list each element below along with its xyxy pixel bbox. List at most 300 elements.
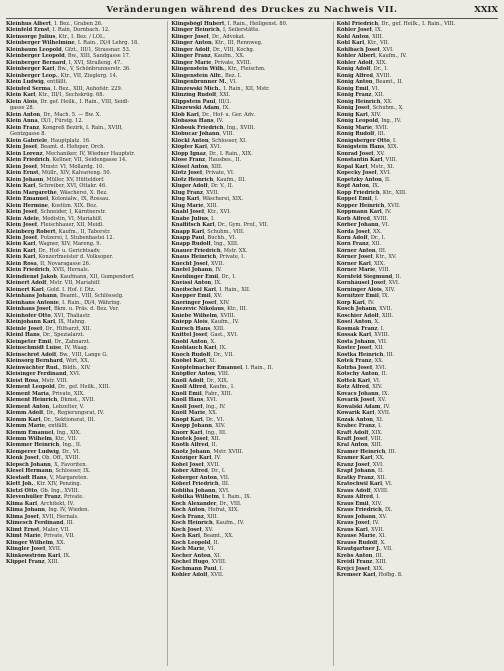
entry-details: , entfällt. <box>43 79 68 86</box>
entry-details: , II. <box>210 539 220 546</box>
entry-details: , XVII. <box>202 189 220 196</box>
entry-details: , Ktr., VII, Zieglerg. 14. <box>57 72 118 79</box>
entry-details: , XI. <box>210 552 222 559</box>
entry-name: Kotschy Anton <box>336 371 379 378</box>
entry-details: , Architekt, IV. <box>37 500 75 507</box>
entry-details: , Dr., I. <box>370 66 389 73</box>
entry-details: , Kaufm., IV. <box>375 53 407 60</box>
entry-details: , Ktr., III, Rennweg. <box>211 40 263 47</box>
entry-details: , Mstr. XX. <box>220 247 248 254</box>
entry-name: Kotz Alfred <box>336 384 369 391</box>
entry-details: , I. Rain., IX. <box>218 494 252 501</box>
entry-details: , XIII. <box>372 559 387 566</box>
entry-name: Klesel Hermann <box>6 468 53 475</box>
entry-name: Klemm Emanuel <box>6 429 54 436</box>
entry-name: Krapf Johann <box>336 468 375 475</box>
entry-name: Kleinbaum Leopold <box>6 46 62 53</box>
entry-name: Krause Marie <box>336 533 376 540</box>
entry-name: Kopal Karl <box>336 163 368 170</box>
entry-name: Klein Karl <box>6 247 36 254</box>
entry-name: Krejci Josef <box>336 565 370 572</box>
entry-name: Klein Friedrich <box>6 267 50 274</box>
entry-details: , Dr., Spezialarzt. <box>39 332 85 339</box>
entry-name: Koberger Anton <box>171 474 217 481</box>
entry-name: Klein Gabriele <box>6 137 48 144</box>
entry-details: , XVI. <box>369 461 384 468</box>
entry-name: Kopper Heinrich <box>336 202 385 209</box>
entry-name: Koch Alexander <box>171 500 217 507</box>
entry-name: Kneitschel Karl <box>171 286 216 293</box>
entry-name: König Josef <box>336 105 370 112</box>
entry-name: Klein Karl <box>6 241 36 248</box>
entry-details: , XVIII. <box>370 487 389 494</box>
entry-details: , Maler, VII. <box>39 526 70 533</box>
entry-details: , Wirt, XX. <box>62 358 90 365</box>
entry-name: Kosta Johann <box>336 338 375 345</box>
entry-name: Klenk Josef <box>6 455 39 462</box>
entry-details: , XVI. <box>372 364 387 371</box>
entry-name: Klippstein Paul <box>171 98 216 105</box>
entry-details: , Dr., gef. Heilk., XIII. <box>54 384 110 391</box>
entry-name: Klingsbögl Hubert <box>171 21 225 27</box>
entry-name: Kral Anton <box>336 442 368 449</box>
entry-name: König Emil <box>336 85 369 92</box>
entry-details: , Mstr. VIII. <box>38 377 68 384</box>
entry-name: Kohler Adolf <box>171 572 208 579</box>
entry-details: , Hausbes., II. <box>205 157 242 164</box>
entry-name: Kleinjohann Karl <box>6 319 56 326</box>
entry-details: , Ktr., XIII. <box>379 189 407 196</box>
column-3 <box>337 21 498 666</box>
entry-details: , Dr., Hof- u. Ger. Adv. <box>198 111 255 118</box>
entry-name: Kozak Anton <box>336 416 373 423</box>
entry-name: Kocher Anton <box>171 552 211 559</box>
entry-name: Klein Ernst <box>6 170 39 177</box>
entry-details: , Müller, XV, Hütteldorf. <box>43 176 105 183</box>
entry-name: Knöbel Karl <box>171 358 206 365</box>
entry-details: , I. <box>372 494 380 501</box>
entry-details: , Ing., XIX. <box>53 429 81 436</box>
entry-details: , IV. <box>380 403 390 410</box>
entry-details: , Schlosser, IX. <box>52 468 91 475</box>
entry-name: Klett Joh. <box>6 481 34 488</box>
entry-name: Knoll Hans <box>171 397 204 404</box>
entry-name: Klug Franz <box>171 189 203 196</box>
entry-details: , Kaufm., III. <box>213 176 246 183</box>
entry-name: Knapp Rudolf <box>171 241 211 248</box>
entry-details: , IX. <box>219 105 230 112</box>
entry-details: , XVI. <box>215 487 230 494</box>
column-2 <box>171 21 333 666</box>
entry-name: Konrad Josef <box>336 150 374 157</box>
entry-details: , XIII. <box>367 442 383 449</box>
entry-details: , XII. <box>368 241 382 248</box>
entry-details: , II. <box>392 273 402 280</box>
entry-name: Kleisinger Ferdinand <box>6 371 67 378</box>
entry-name: Klein Karl <box>6 92 36 99</box>
entry-details: , Dr., I. <box>207 468 226 475</box>
entry-name: Köchel Hugo <box>171 559 209 566</box>
entry-name: König Karl <box>336 111 368 118</box>
entry-details: , XVII. <box>384 202 401 209</box>
entry-name: Kratky Franz <box>336 474 374 481</box>
entry-details: , Wäscherei, XIX. <box>199 196 244 203</box>
entry-name: Klingenstein Alfr. <box>171 72 222 79</box>
entry-name: Kovarik Josef <box>336 397 375 404</box>
entry-details: , Putzerei, I, Stubenbastei 12. <box>37 234 115 241</box>
entry-details: , XII. <box>371 345 384 352</box>
entry-name: Kleinhans Josef <box>6 306 51 313</box>
entry-details: , IX. <box>216 345 227 352</box>
entry-details: , Ing., IV. <box>378 118 402 125</box>
entry-name: Kostka Heinrich <box>336 351 384 358</box>
entry-details: , III. <box>218 481 230 488</box>
entry-details: , Dr., I. Rain., XIX. <box>205 150 253 157</box>
entry-name: Kraus Alfred <box>336 494 373 501</box>
entry-details: gasse 28. <box>10 105 35 112</box>
entry-name: Klein Karl <box>6 254 36 261</box>
entry-name: Klemm Karl <box>6 416 41 423</box>
entry-details: , Ing. IV, Wieden. <box>44 507 90 514</box>
entry-name: Klein Josef <box>6 209 38 216</box>
entry-name: Kleinberger Bernard <box>6 59 66 66</box>
entry-details: , Konzertmeister d. Volksoper. <box>35 254 113 261</box>
entry-details: , Mstr., XI. <box>367 163 395 170</box>
entry-name: Knauer Friedrich <box>171 247 221 254</box>
entry-details: , Dkmst., XVII. <box>57 397 95 404</box>
entry-details: , IV. <box>211 455 221 462</box>
entry-details: , III. <box>372 552 384 559</box>
entry-details: , XVIII. <box>372 72 392 79</box>
entry-details: , IV. <box>381 209 392 216</box>
entry-details: , IV. <box>213 118 224 125</box>
entry-details: , I. <box>389 137 397 144</box>
entry-details: , XVIII. <box>371 332 390 339</box>
entry-name: Kleinsorge Julius <box>6 33 56 40</box>
entry-details: , Wagner, XIV, Mareng. 9. <box>35 241 102 248</box>
entry-name: Knapp Paul <box>171 234 205 241</box>
entry-name: Kottek Karl <box>336 377 370 384</box>
entry-name: Köberl Friedrich <box>171 481 219 488</box>
entry-name: Kleinhans Johann <box>6 293 57 300</box>
entry-details: , I. <box>374 423 382 430</box>
entry-details: , II. <box>381 176 391 183</box>
entry-details: , Dr., Mach. 5. — Bw. X. <box>40 111 101 118</box>
entry-name: Kornfeld Siegmund <box>336 273 393 280</box>
entry-details: , Dr., Sektionsrat, III. <box>40 416 96 423</box>
entry-details: , XI. <box>372 416 384 423</box>
entry-details: , VI. <box>204 546 215 553</box>
entry-details: , Mstr. VII, Mariahilf. <box>46 280 101 287</box>
entry-name: Kleinwächter Rud. <box>6 364 60 371</box>
entry-details: , XIV. <box>216 299 230 306</box>
entry-name: Klinger Heinrich <box>171 27 220 34</box>
entry-name: Klinkowström Karl <box>6 552 61 559</box>
entry-details: , VIII. <box>219 131 235 138</box>
entry-name: Klinger Josef <box>171 33 209 40</box>
entry-details: , XVII, Hernals. <box>49 267 90 274</box>
entry-name: Kovacs Johann <box>336 390 379 397</box>
entry-name: Kowalski Adam <box>336 403 381 410</box>
entry-details: , Beamt., VIII, Schlösselg. <box>56 293 124 300</box>
entry-details: , III. <box>374 131 386 138</box>
entry-details: , XIX. <box>372 59 387 66</box>
entry-details: , Ing., XVIII. <box>223 124 256 131</box>
entry-name: Knirsch Hans <box>171 325 211 332</box>
entry-name: Klement Leopold <box>6 384 55 391</box>
entry-details: , VIII. <box>367 436 383 442</box>
entry-name: Klemm Adolf <box>6 410 44 417</box>
entry-details: , Mmstr. VI, Mollardg. 10. <box>37 163 104 170</box>
entry-details: , entfällt. <box>44 423 69 430</box>
entry-details: , Private, XVIII. <box>211 59 252 66</box>
entry-name: Klingler Josef <box>6 546 46 553</box>
entry-name: Klinger Wilhelm <box>6 539 54 546</box>
entry-name: Körner Marie <box>336 267 376 274</box>
entry-details: , I, XVI, Straßeng. 47. <box>65 59 122 66</box>
entry-name: Klein Lorenz <box>6 150 43 157</box>
entry-details: , Kaufm., II, Taborstr. <box>55 228 111 235</box>
entry-details: , Ktr., XV. <box>372 254 397 261</box>
entry-name: König Leopold <box>336 118 379 125</box>
entry-details: , Kolonialw., IX, Rossau. <box>48 196 110 203</box>
entry-details: , Mstr. XVIII. <box>210 448 244 455</box>
entry-details: , Schuhm., X. <box>369 105 404 112</box>
entry-details: , XVII. <box>45 546 62 553</box>
entry-name: Knotek Josef <box>171 436 208 442</box>
entry-name: Kleinhans Antonie <box>6 299 59 306</box>
columns <box>6 21 498 666</box>
entry-details: , IX. <box>371 27 383 34</box>
entry-details: , VI. <box>226 79 237 86</box>
entry-name: Kniepp Alois <box>171 319 208 326</box>
directory-entry <box>6 559 165 565</box>
entry-details: , Private, XIX. <box>48 390 85 397</box>
entry-name: Krautgartner J. <box>336 546 381 553</box>
entry-name: Körner Anton <box>336 247 376 254</box>
entry-name: Koch Anton <box>171 507 205 514</box>
entry-name: Knefel Johann <box>171 267 213 274</box>
entry-details: , XIII. <box>203 513 219 520</box>
entry-name: Kopf Anton <box>336 183 370 190</box>
entry-name: Klein Josef <box>6 163 38 170</box>
entry-details: , Ing., III. <box>202 429 227 436</box>
entry-details: , Buchh., VI. <box>204 234 237 241</box>
entry-details: , Kaufm., IV. <box>207 319 239 326</box>
entry-name: Kohl Anton <box>336 33 369 40</box>
entry-details: , XX. <box>205 410 218 417</box>
entry-details: , Dr., VI. <box>202 416 225 423</box>
entry-name: Klima Josef <box>6 513 39 520</box>
entry-name: Koschier Adolf <box>336 312 379 319</box>
entry-details: , III/3. <box>215 98 232 105</box>
entry-details: , Private, VI. <box>202 170 235 177</box>
entry-name: Kratochwil Karl <box>336 481 382 488</box>
entry-details: , IX. <box>211 280 222 287</box>
entry-details: , XVI. <box>379 46 394 53</box>
entry-details: , Kostüm. XIX. Bez. <box>48 202 98 209</box>
entry-details: , XVIII. <box>216 312 236 319</box>
entry-details: , XVII. <box>376 306 393 313</box>
column-1 <box>6 21 168 666</box>
entry-name: Klemm Wilhelm <box>6 436 52 442</box>
entry-details: , Bkm. u. Präs. d. Bez. Ver. <box>50 306 120 313</box>
entry-details: , VI. <box>382 481 393 488</box>
entry-details: , XIII. <box>203 202 219 209</box>
entry-details: , Ktr., III/1, Sechskrüg. 68. <box>35 92 105 99</box>
entry-details: Gentzgasse 8. <box>10 131 47 138</box>
entry-name: Klein Adele <box>6 215 39 222</box>
entry-name: Kohl Karl <box>336 40 365 47</box>
entry-name: Klein Josef <box>6 144 38 151</box>
entry-details: , Hofbg. 8. <box>375 572 403 579</box>
entry-name: Klemmer Heinrich <box>6 442 60 449</box>
entry-details: , I, Seilerstätte. <box>219 27 260 34</box>
entry-name: Klein Emanuel <box>6 196 49 203</box>
entry-name: Koch Marie <box>171 546 205 553</box>
entry-details: , XV. <box>201 526 214 533</box>
entry-details: , I. Bez., XIII, Auhofstr. 229. <box>50 85 123 92</box>
entry-name: Klima Karl <box>6 500 38 507</box>
entry-details: , Gold. I. Hof. f. Dtz. <box>43 286 96 293</box>
entry-name: Kraft Adolf <box>336 429 369 436</box>
entry-name: Kleinle Josef <box>6 325 43 332</box>
entry-details: , IV, Waag. <box>61 345 89 352</box>
entry-name: Knabl Josef <box>171 209 205 216</box>
entry-name: Koch Karl <box>171 533 200 540</box>
entry-name: König Anton <box>336 79 373 86</box>
entry-name: König Rudolf <box>336 131 375 138</box>
entry-name: Klotz Heinrich <box>171 176 214 183</box>
entry-details: , XX. <box>371 358 384 365</box>
entry-name: Klein Josef <box>6 222 38 229</box>
entry-details: , Dr., Zahnarzt. <box>51 338 91 345</box>
entry-name: Klingenstein Wilh. <box>171 66 225 73</box>
entry-details: , XVII. <box>207 260 224 267</box>
entry-details: , IX. <box>378 293 390 300</box>
entry-name: Kopp Friedrich <box>336 189 380 196</box>
entry-details: , XVII. <box>374 410 391 417</box>
entry-details: , Dr., Hilfsarzt, XII. <box>42 325 92 332</box>
entry-name: Klöpfer Karl <box>171 144 207 151</box>
entry-details: , Bez. I. <box>221 72 242 79</box>
entry-details: , IX. <box>369 183 380 190</box>
entry-details: , XIX. <box>370 260 385 267</box>
entry-details: , Private, I. <box>216 254 245 261</box>
entry-details: , Schlosser, XI. <box>208 137 247 144</box>
entry-name: Köhler Adolf <box>336 59 373 66</box>
entry-name: Klinger Marie <box>171 59 212 66</box>
entry-details: , XX. <box>53 539 66 546</box>
entry-name: Krabec Franz <box>336 423 375 430</box>
entry-name: Klinger Adolf <box>171 46 210 53</box>
entry-details: , I. Rain., IX/4, Währing. <box>58 299 122 306</box>
entry-name: Klein Anna <box>6 118 38 125</box>
entry-name: Klein Johann <box>6 176 44 183</box>
entry-name: Kobilka Wilhelm <box>171 494 219 501</box>
entry-name: Kraus Friedrich <box>336 507 382 514</box>
entry-name: Kleinberger Leopold <box>6 53 65 60</box>
entry-details: , Dr., VI. <box>58 448 81 455</box>
entry-details: , Dr., Regierungsrat, IV. <box>43 410 105 417</box>
entry-details: , XIX. <box>369 565 384 572</box>
entry-name: Klippel Franz <box>6 559 45 566</box>
entry-name: Kopecky Josef <box>336 170 377 177</box>
entry-name: Knobl Anton <box>171 338 208 345</box>
entry-details: , I. Rain., XII, Mstr. <box>220 85 270 92</box>
entry-details: , Ktr., I. Bez. / LOL. <box>55 33 105 40</box>
entry-name: Kleinhus Albert <box>6 21 52 27</box>
entry-details: , XV. <box>210 293 222 300</box>
entry-details: , XIII. <box>378 312 394 319</box>
entry-name: Klein Friedrich <box>6 157 50 164</box>
entry-name: Knoll Emil <box>171 390 202 397</box>
entry-details: , XVI. <box>376 170 391 177</box>
entry-details: , X, Favoriten. <box>50 461 88 468</box>
entry-details: , Beamt. d. Hofoper, Orch. <box>37 144 105 151</box>
entry-name: Knezevic Nikolaus <box>171 306 224 313</box>
entry-name: Knoll Marie <box>171 410 206 417</box>
entry-name: Korda Josef <box>336 228 370 235</box>
entry-name: Klein Hermine <box>6 202 49 209</box>
entry-name: Klösel Anton <box>171 163 209 170</box>
entry-name: Köhl Friedrich <box>336 21 379 27</box>
entry-name: Knittel Josef <box>171 332 208 339</box>
entry-details: , XX. <box>369 228 382 235</box>
entry-name: Kochmann Paul <box>171 565 217 572</box>
entry-name: Kohlbach Josef <box>336 46 380 53</box>
entry-details: , I. Rain., II. <box>242 364 274 371</box>
entry-details: , IX. <box>378 390 390 397</box>
entry-details: , Müllr., XIV, Kalvarieng. 50. <box>38 170 112 177</box>
entry-details: , XV. <box>373 150 385 157</box>
entry-name: Klopp Ignaz <box>171 150 206 157</box>
entry-details: , Gfzt., III/1, Strassnar. 53. <box>61 46 131 53</box>
entry-details: , XX. <box>380 98 393 105</box>
entry-name: Kleinberg Robert <box>6 228 56 235</box>
entry-name: Klimt Ernst <box>6 526 40 533</box>
entry-name: Knopf Karl <box>171 416 203 423</box>
entry-name: Kraus Johann <box>336 513 376 520</box>
entry-details: , Bildh., XIV. <box>59 364 91 371</box>
entry-details: , Dr. gef. Heilk., I. Rain., VIII, Seidl- <box>37 98 130 105</box>
entry-details: , VIII. <box>382 157 397 164</box>
entry-name: Knabe Julius <box>171 215 208 222</box>
entry-name: Korn Adolf <box>336 234 368 241</box>
entry-name: Knöziger Karl <box>171 455 212 462</box>
entry-details: , Ing., IV. <box>202 403 226 410</box>
entry-name: Klinzing Rudolf <box>171 92 217 99</box>
entry-name: Klug Marie <box>171 202 204 209</box>
entry-details: , XIX. <box>384 144 399 151</box>
entry-details: , V, Margareten. <box>46 474 89 481</box>
entry-name: Klobassa Hans <box>171 118 214 125</box>
entry-details: , III. <box>63 520 75 527</box>
entry-details: , Dr., VIII. <box>216 500 242 507</box>
entry-name: Klestadt Hans <box>6 474 47 481</box>
entry-details: , XI. <box>205 358 217 365</box>
entry-name: Klein Rosa <box>6 260 37 267</box>
entry-name: Klima Johann <box>6 507 45 514</box>
entry-name: Klein Josef <box>6 234 38 241</box>
entry-name: Knoth Alfred <box>171 442 209 449</box>
entry-details: , Modistin, VI, Mariahilf. <box>38 215 103 222</box>
entry-details: , Schuhm., VIII. <box>204 228 245 235</box>
page-number: XXIX <box>474 5 498 15</box>
entry-name: Klepsch Johann <box>6 461 51 468</box>
entry-details: , Fabr., XIII. <box>201 390 233 397</box>
entry-name: Kraft Josef <box>336 436 368 442</box>
